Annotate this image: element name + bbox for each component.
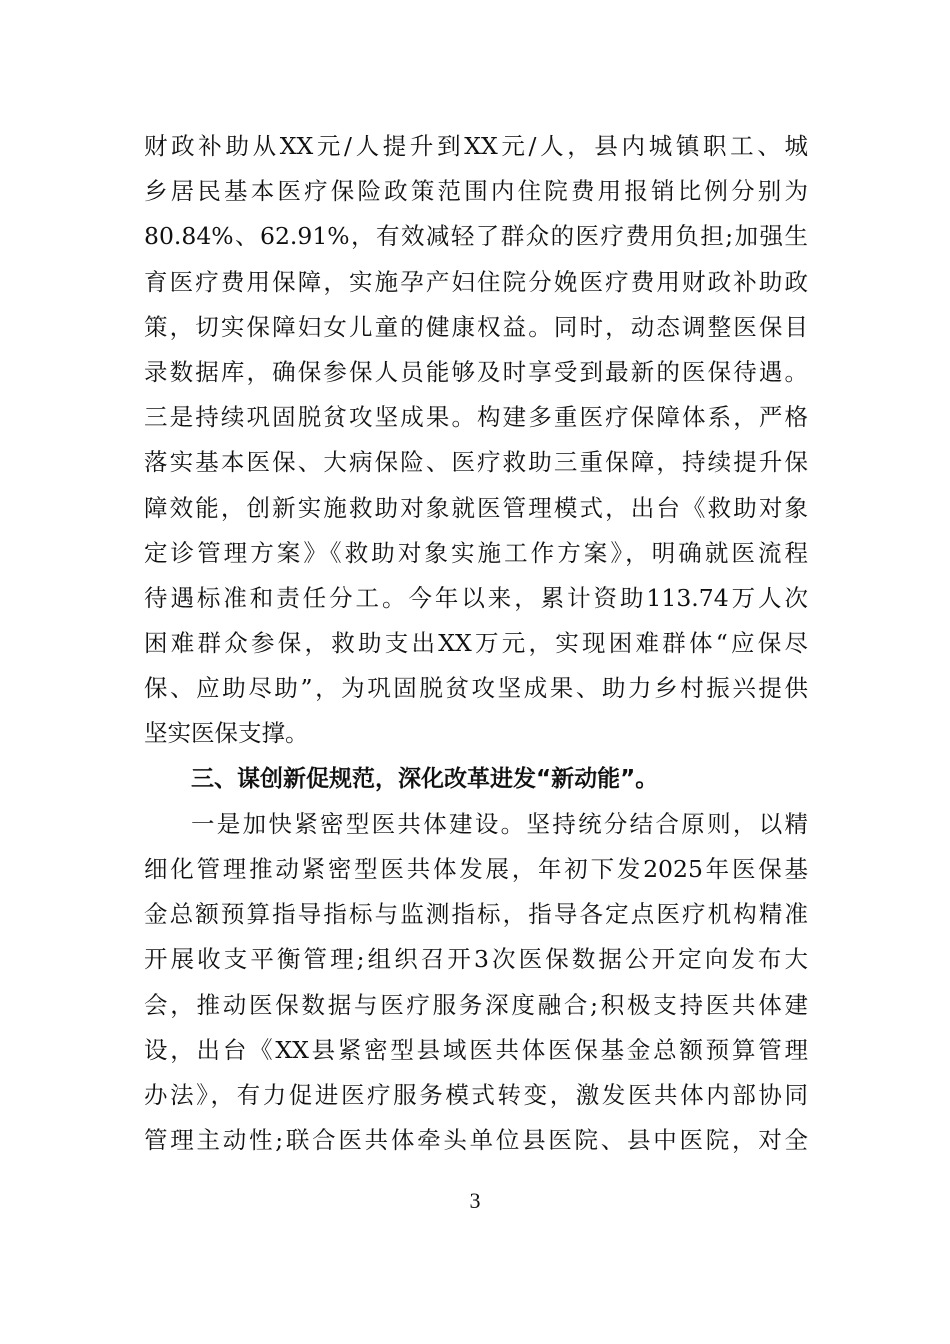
text-line: 待遇标准和责任分工。今年以来，累计资助113.74万人次 [144, 583, 808, 612]
text-line: 乡居民基本医疗保险政策范围内住院费用报销比例分别为 [144, 177, 808, 206]
text-line: 育医疗费用保障，实施孕产妇住院分娩医疗费用财政补助政 [144, 267, 808, 296]
text-line: 一是加快紧密型医共体建设。坚持统分结合原则，以精 [191, 809, 808, 838]
text-line: 录数据库，确保参保人员能够及时享受到最新的医保待遇。 [144, 357, 808, 386]
text-line: 坚实医保支撑。 [144, 719, 309, 748]
text-line: 保、应助尽助”，为巩固脱贫攻坚成果、助力乡村振兴提供 [144, 674, 808, 703]
text-line: 策，切实保障妇女儿童的健康权益。同时，动态调整医保目 [144, 312, 808, 341]
page-number: 3 [469, 1188, 481, 1213]
section-heading: 三、谋创新促规范，深化改革进发“新动能”。 [191, 765, 659, 792]
body-text [144, 124, 808, 1163]
text-line: 三是持续巩固脱贫攻坚成果。构建多重医疗保障体系，严格 [144, 403, 808, 432]
text-line: 定诊管理方案》《救助对象实施工作方案》，明确就医流程 [144, 538, 808, 567]
text-line: 困难群众参保，救助支出XX万元，实现困难群体“应保尽 [144, 629, 808, 658]
text-line: 办法》，有力促进医疗服务模式转变，激发医共体内部协同 [144, 1080, 808, 1109]
text-line: 细化管理推动紧密型医共体发展，年初下发2025年医保基 [144, 855, 808, 883]
text-line: 设，出台《XX县紧密型县域医共体医保基金总额预算管理 [144, 1035, 808, 1064]
text-line: 障效能，创新实施救助对象就医管理模式，出台《救助对象 [144, 493, 808, 522]
text-line: 会，推动医保数据与医疗服务深度融合;积极支持医共体建 [144, 990, 808, 1019]
text-line: 金总额预算指导指标与监测指标，指导各定点医疗机构精准 [144, 900, 808, 929]
text-line: 80.84%、62.91%，有效减轻了群众的医疗费用负担;加强生 [144, 222, 808, 251]
text-line: 落实基本医保、大病保险、医疗救助三重保障，持续提升保 [144, 448, 808, 477]
text-line: 管理主动性;联合医共体牵头单位县医院、县中医院，对全 [144, 1126, 808, 1155]
text-line: 开展收支平衡管理;组织召开3次医保数据公开定向发布大 [144, 945, 808, 974]
text-line: 财政补助从XX元/人提升到XX元/人，县内城镇职工、城 [144, 132, 808, 160]
